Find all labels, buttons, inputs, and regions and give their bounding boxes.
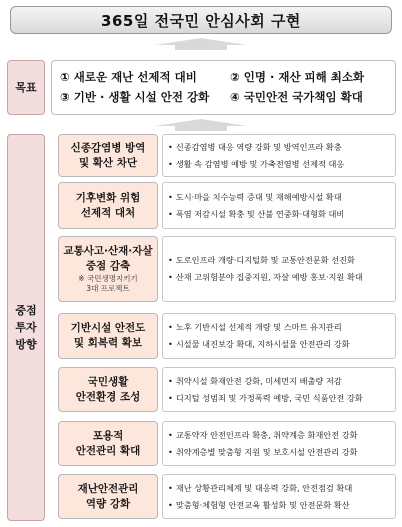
focus-item-traffic-accident <box>51 236 396 302</box>
bullet-line: • 도로인프라 개량·디지털화 및 교통안전문화 선진화 <box>168 252 390 269</box>
focus-item-disaster-capacity <box>51 474 396 519</box>
bullet-icon: • <box>168 375 173 386</box>
title-line: 재난안전관리 <box>77 482 139 495</box>
title-line: 기후변화 위험 <box>75 191 141 204</box>
bullet-icon: • <box>168 141 173 152</box>
title-line: 및 회복력 확보 <box>73 337 143 349</box>
title-line: 포용적 <box>92 429 124 442</box>
bullet-line: • 디지털 성범죄 및 가정폭력 예방, 국민 식품안전 강화 <box>168 390 390 407</box>
bullet-line: • 재난 상황관리체계 및 대응력 강화, 안전점검 확대 <box>168 480 390 497</box>
focus-item-title <box>58 421 158 466</box>
focus-item-infrastructure <box>51 313 396 359</box>
bullet-line: • 폭염 저감시설 확충 및 산불 연중화·대형화 대비 <box>168 206 390 223</box>
bullet-icon: • <box>168 392 173 403</box>
bullet-line: • 취약시설 화재안전 강화, 미세먼지 배출량 저감 <box>168 373 390 390</box>
focus-item-title <box>58 367 158 412</box>
bullet-icon: • <box>168 255 173 265</box>
bullet-icon: • <box>168 482 173 493</box>
title-line: 교통사고·산재·자살 <box>63 245 153 257</box>
bullet-line: • 노후 기반시설 선제적 개량 및 스마트 유지관리 <box>168 319 390 336</box>
goal-label: 목표 <box>7 60 45 115</box>
bullet-icon: • <box>168 191 173 202</box>
title-line: 및 확산 차단 <box>78 156 138 169</box>
goal-item-3: ③ 기반 · 생활 시설 안전 강화 <box>60 90 210 104</box>
bullet-line: • 시설물 내진보강 확대, 지하시설물 안전관리 강화 <box>168 336 390 353</box>
focus-label-line: 중점 <box>15 304 37 317</box>
bullet-icon: • <box>168 446 173 457</box>
title-line: 국민생활 <box>87 375 129 388</box>
focus-item-title <box>58 313 158 359</box>
bullet-icon: • <box>168 208 173 219</box>
bullet-icon: • <box>168 322 173 332</box>
focus-item-title <box>58 182 158 229</box>
focus-item-bullets <box>162 421 396 466</box>
focus-label-line: 방향 <box>15 338 37 351</box>
focus-item-title <box>58 474 158 519</box>
title-line: 안전환경 조성 <box>75 390 141 403</box>
goal-item-4: ④ 국민안전 국가책임 확대 <box>230 90 363 104</box>
focus-item-title <box>58 134 158 177</box>
focus-item-bullets <box>162 367 396 412</box>
focus-item-bullets <box>162 313 396 359</box>
bullet-line: • 신종감염병 대응 역량 강화 및 방역인프라 확충 <box>168 139 390 156</box>
up-arrow-icon <box>155 38 247 50</box>
focus-item-bullets <box>162 134 396 177</box>
bullet-icon: • <box>168 499 173 510</box>
focus-item-bullets <box>162 236 396 302</box>
focus-item-infectious-disease <box>51 134 396 177</box>
bullet-icon: • <box>168 158 173 169</box>
goal-item-2: ② 인명 · 재산 피해 최소화 <box>230 70 365 84</box>
title-line: 안전관리 확대 <box>75 444 141 457</box>
focus-item-living-safety <box>51 367 396 412</box>
focus-item-inclusive <box>51 421 396 466</box>
title-line: 선제적 대처 <box>80 206 136 219</box>
focus-label <box>7 134 45 521</box>
goal-item-1: ① 새로운 재난 선제적 대비 <box>60 70 197 84</box>
focus-item-title <box>58 236 158 302</box>
title-line: 신종감염병 방역 <box>70 141 146 154</box>
up-arrow-icon <box>155 119 247 131</box>
title-line: 기반시설 안전도 <box>70 322 146 334</box>
bullet-line: • 생활 속 감염병 예방 및 가축전염병 선제적 대응 <box>168 156 390 173</box>
title-note: 3대 프로젝트 <box>86 284 130 293</box>
bullet-line: • 산재 고위험분야 집중지원, 자살 예방 홍보·지원 확대 <box>168 269 390 286</box>
page-title: 365일 전국민 안심사회 구현 <box>10 6 392 34</box>
bullet-line: • 교통약자 안전인프라 확충, 취약계층 화재안전 강화 <box>168 427 390 444</box>
bullet-line: • 취약계층별 맞춤형 지원 및 보호시설 안전관리 강화 <box>168 444 390 461</box>
title-note: ※ 국민생명지키기 <box>78 274 138 283</box>
title-line: 중점 감축 <box>85 260 131 272</box>
bullet-icon: • <box>168 272 173 282</box>
bullet-line: • 맞춤형·체험형 안전교육 활성화 및 안전문화 확산 <box>168 497 390 514</box>
focus-item-climate <box>51 182 396 229</box>
focus-item-bullets <box>162 474 396 519</box>
bullet-icon: • <box>168 339 173 349</box>
focus-label-line: 투자 <box>15 321 37 334</box>
title-line: 역량 강화 <box>85 497 131 510</box>
goal-box <box>51 60 396 115</box>
bullet-line: • 도시·마을 치수능력 증대 및 재해예방시설 확대 <box>168 189 390 206</box>
focus-item-bullets <box>162 182 396 229</box>
bullet-icon: • <box>168 429 173 440</box>
